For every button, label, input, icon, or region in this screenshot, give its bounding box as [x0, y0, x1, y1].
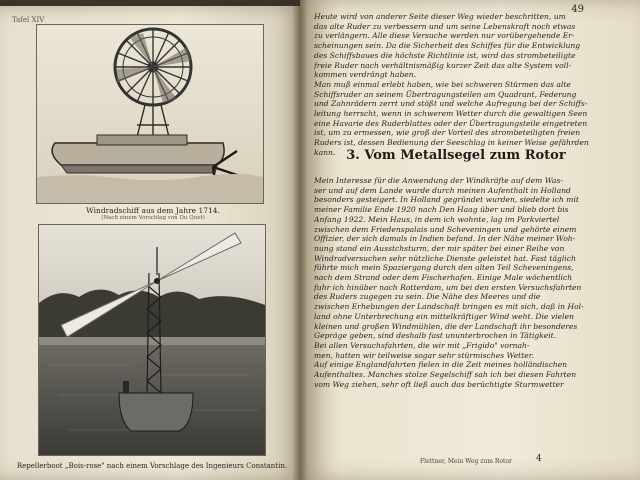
text-line: kann. [314, 147, 336, 157]
body-paragraphs [314, 176, 614, 389]
figure1-caption: Windradschiff aus dem Jahre 1714. [86, 206, 220, 215]
text-line: Heute wird von anderer Seite dieser Weg wieder beschritten, um [314, 12, 566, 21]
text-line: zwischen dem Friedenspalais und Scheveningen und gehörte einem [314, 224, 577, 234]
text-line: das alte Ruder zu verbessern und um seine Lebenskraft noch etwas [314, 21, 576, 31]
windmill-ship-illustration [37, 25, 263, 203]
text-line: eine Havarie des Ruderblattes oder der Übertragungsteile eingetreten [314, 118, 588, 128]
section-heading: 3. Vom Metallsegel zum Rotor [346, 148, 566, 163]
figure1-subcaption: (Nach einem Vorschlag von Du Quet) [101, 215, 205, 221]
text-line: zu verlängern. Alle diese Versuche werden nur vorübergehende Er- [314, 31, 575, 41]
right-page [300, 0, 640, 480]
text-line: Man muß einmal erlebt haben, wie bei schweren Stürmen das alte [314, 79, 571, 89]
text-line: nach dem Strand oder dem Fischerhafen. Einige Male wöchentlich [314, 273, 573, 283]
text-line: Gepräge geben, sind deshalb fast ununterbrochen in Tätigkeit. [314, 331, 557, 341]
text-line: vom Weg ziehen, sehr oft ließ auch das berüchtigte Sturmwetter [314, 379, 564, 389]
figure1-caption-block [40, 206, 266, 222]
text-line: Windradversuchen sehr nützliche Dienste geleistet hat. Fast täglich [314, 253, 576, 263]
page-number: 49 [571, 4, 584, 15]
text-line: scheinungen sein. Da die Sicherheit des Schiffes für die Entwicklung [314, 41, 581, 51]
text-line: zwischen Erhebungen der Landschaft bringen es mit sich, daß in Hol- [314, 302, 584, 312]
book-gutter [292, 0, 308, 480]
text-line: ser und auf dem Lande wurde durch meinen Aufenthalt in Holland [314, 185, 571, 195]
propeller-boat-illustration [39, 225, 265, 455]
text-line: kommen verdrängt haben. [314, 70, 417, 80]
text-line: Aufenthaltes. Manches stolze Segelschiff sah ich bei diesen Fahrten [314, 370, 577, 380]
text-line: leitung herrscht, wenn in schwerem Wetter durch die gewaltigen Seen [314, 109, 588, 119]
text-line: land ohne Unterbrechung ein mittelkräftiger Wind weht. Die vielen [314, 311, 574, 321]
text-line: Schiffsruder an seinem Übertragungsteilen am Quadrant, Federung [314, 89, 577, 99]
text-line: besonders gesteigert. In Holland gegründet wurden, siedelte ich mit [314, 195, 579, 205]
text-line: men, hatten wir teilweise sogar sehr stürmisches Wetter. [314, 350, 534, 360]
text-line: Offizier, der sich damals in Indien befand. In der Nähe meiner Woh- [314, 234, 576, 244]
text-line: kleinen und großen Windmühlen, die der Landschaft ihr besonderes [314, 321, 578, 331]
intro-paragraphs [314, 12, 602, 158]
text-line: nung stand ein Ausstchsturm, der mir später bei einer Reihe von [314, 243, 565, 253]
signature-mark: 4 [536, 454, 542, 464]
page-footer: Flettner, Mein Weg zum Rotor [420, 458, 512, 465]
propeller-boat-photo [38, 224, 266, 456]
figure2-caption: Repellerboot „Bois-rose" nach einem Vorschlage des Ingenieurs Constantin. [16, 462, 288, 470]
windmill-ship-engraving [36, 24, 264, 204]
left-page [0, 6, 300, 480]
text-line: freie Ruder nach verhältnismäßig kurzer Zeit das alte System voll- [314, 60, 572, 70]
text-line: führte mich mein Spaziergang durch den alten Teil Scheveningens, [314, 263, 574, 273]
text-line: Bei allen Versuchsfahrten, die wir mit „Frigido" vornah- [314, 340, 530, 350]
text-line: fuhr ich hinüber nach Rotterdam, um bei den ersten Versuchsfahrten [314, 282, 582, 292]
text-line: und Zahnrädern zerrt und stößt und welche Aufregung bei der Schiffs- [314, 99, 588, 109]
text-line: Auf einige Englandfahrten fielen in die Zeit meines holländischen [314, 360, 567, 370]
plate-label: Tafel XIV [12, 16, 45, 24]
text-line: Anfang 1922. Mein Haus, in dem ich wohnte, lag im Parkviertel [314, 214, 560, 224]
text-line: ist, um zu ermessen, wie groß der Vorteil des strombeteiligten freien [314, 128, 581, 138]
text-line: Ruders ist, dessen Bedienung der Seeschlag in keiner Weise gefährden [314, 138, 589, 148]
text-line: des Schiffsbaues die höchste Richtlinie ist, wird das strombeteiligte [314, 50, 576, 60]
text-line: Mein Interesse für die Anwendung der Windkräfte auf dem Was- [314, 176, 563, 185]
text-line: meiner Familie Ende 1920 nach Den Haag über und blieb dort bis [314, 205, 569, 215]
text-line: des Ruders zugegen zu sein. Die Nähe des Meeres und die [314, 292, 541, 302]
